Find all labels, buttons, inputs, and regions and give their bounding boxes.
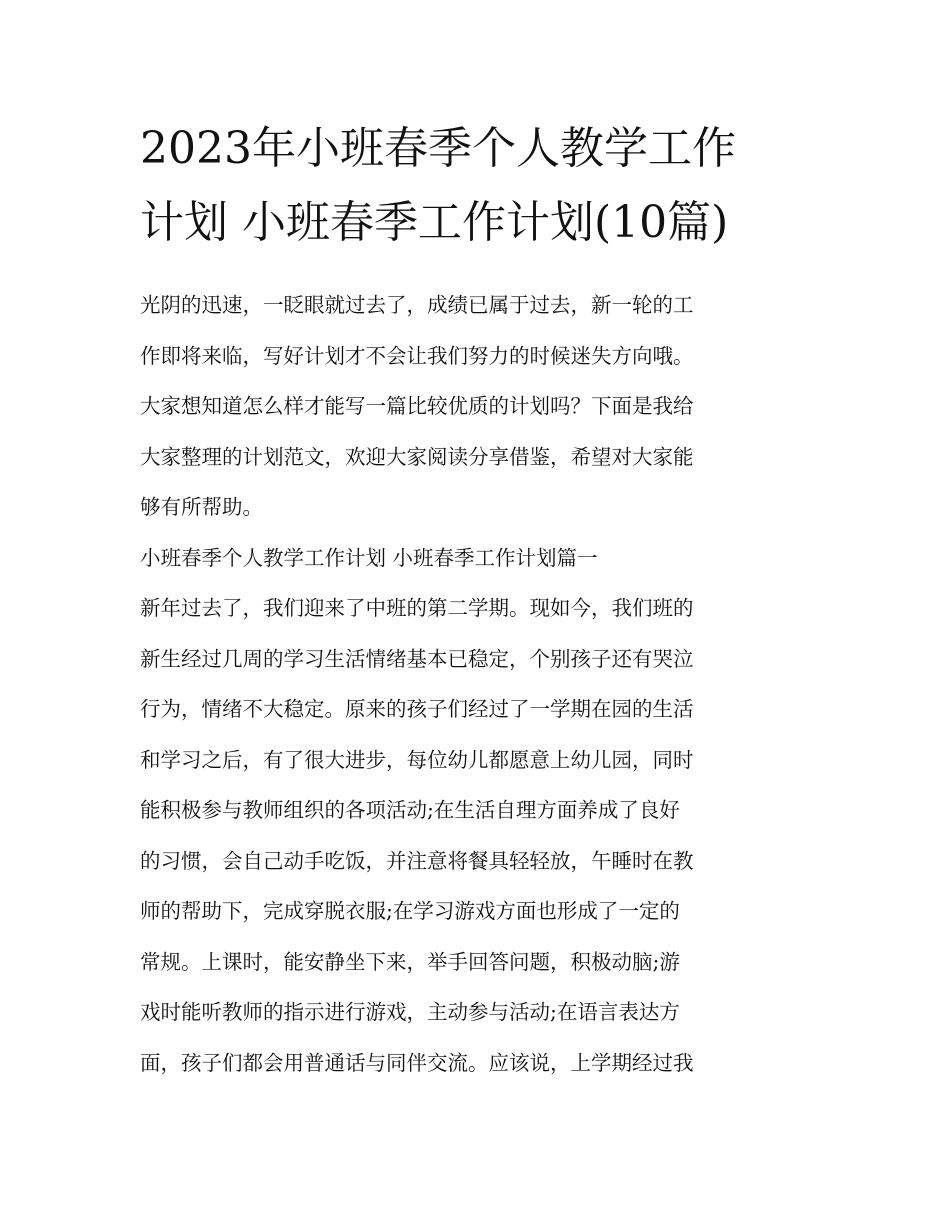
body-line: 光阴的迅速，一眨眼就过去了，成绩已属于过去，新一轮的工 <box>140 293 694 317</box>
body-line: 和学习之后，有了很大进步，每位幼儿都愿意上幼儿园，同时 <box>140 747 694 772</box>
body-line: 够有所帮助。 <box>140 495 263 519</box>
body-line: 新年过去了，我们迎来了中班的第二学期。现如今，我们班的 <box>140 596 694 620</box>
body-line: 作即将来临，写好计划才不会让我们努力的时候迷失方向哦。 <box>140 343 694 368</box>
title-line-2: 计划 小班春季工作计划(10篇) <box>140 197 729 248</box>
body-line: 的习惯，会自己动手吃饭，并注意将餐具轻轻放，午睡时在教 <box>140 848 694 873</box>
document-body <box>140 280 820 1088</box>
body-line: 行为，情绪不大稳定。原来的孩子们经过了一学期在园的生活 <box>140 697 694 721</box>
body-line: 常规。上课时，能安静坐下来，举手回答问题，积极动脑;游 <box>140 949 680 974</box>
body-line: 大家想知道怎么样才能写一篇比较优质的计划吗？下面是我给 <box>140 394 694 418</box>
body-line: 新生经过几周的学习生活情绪基本已稳定，个别孩子还有哭泣 <box>140 646 694 671</box>
body-line: 师的帮助下，完成穿脱衣服;在学习游戏方面也形成了一定的 <box>140 899 680 923</box>
section-heading: 小班春季个人教学工作计划 小班春季工作计划篇一 <box>140 545 598 570</box>
document-title <box>140 112 812 260</box>
body-line: 大家整理的计划范文，欢迎大家阅读分享借鉴，希望对大家能 <box>140 444 694 469</box>
body-line: 戏时能听教师的指示进行游戏，主动参与活动;在语言表达方 <box>140 1000 680 1024</box>
body-line: 面，孩子们都会用普通话与同伴交流。应该说，上学期经过我 <box>140 1050 694 1075</box>
body-line: 能积极参与教师组织的各项活动;在生活自理方面养成了良好 <box>140 798 680 822</box>
title-line-1: 2023年小班春季个人教学工作 <box>140 123 736 174</box>
